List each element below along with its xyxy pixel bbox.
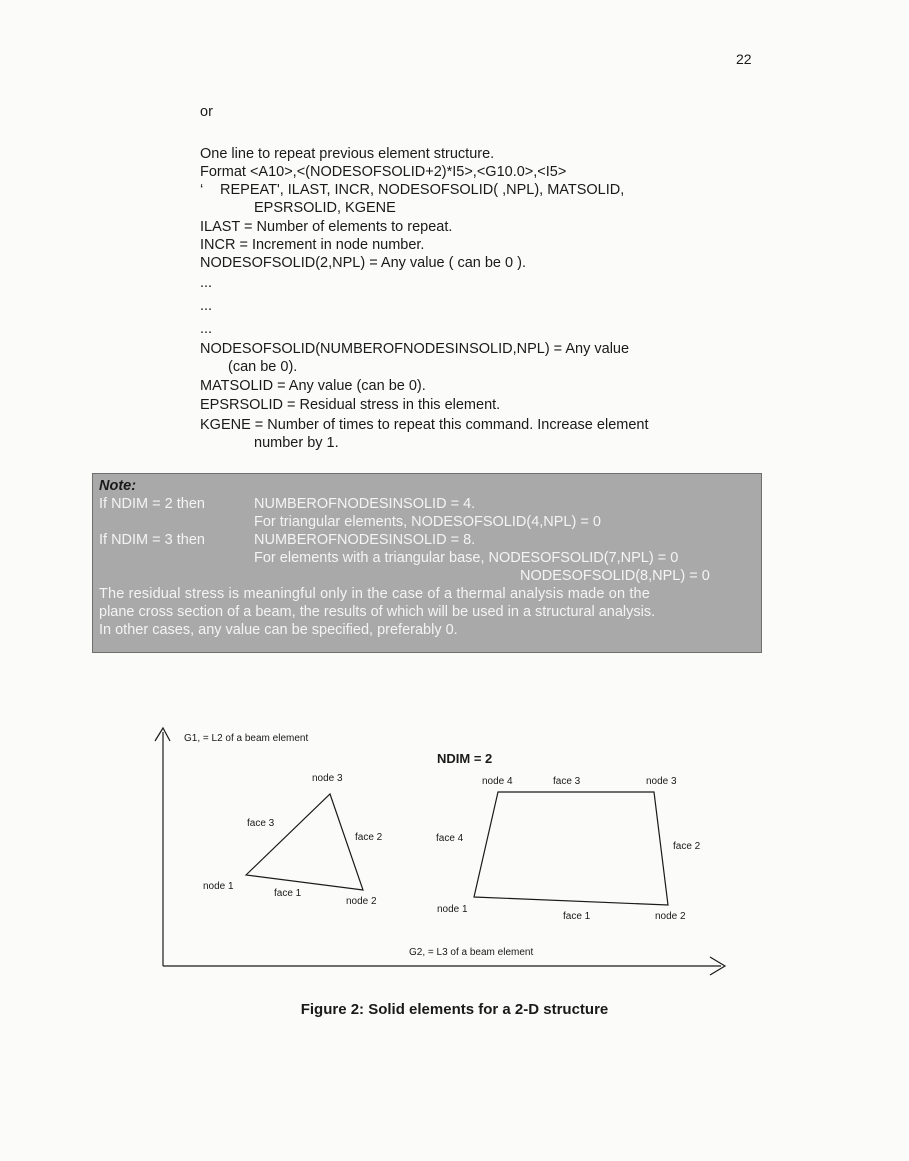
body-line-quote-mark: ‘ — [200, 182, 204, 198]
g2-label: G2, = L3 of a beam element — [409, 947, 534, 958]
page-number: 22 — [736, 51, 752, 67]
body-line-kgene-cont: number by 1. — [254, 435, 339, 451]
body-line-ellipsis-1: ... — [200, 275, 213, 291]
note-ndim3-base-2: NODESOFSOLID(8,NPL) = 0 — [520, 568, 710, 584]
tri-node3-label: node 3 — [312, 773, 343, 784]
body-line-matsolid: MATSOLID = Any value (can be 0). — [200, 378, 426, 394]
note-ndim2-nodes: NUMBEROFNODESINSOLID = 4. — [254, 496, 476, 512]
body-line-can-be-0: (can be 0). — [228, 359, 298, 375]
body-line-epsrsolid: EPSRSOLID = Residual stress in this element. — [200, 397, 501, 413]
tri-node1-label: node 1 — [203, 881, 234, 892]
body-line-repeat-args: REPEAT', ILAST, INCR, NODESOFSOLID( ,NPL), MATSOLID, — [220, 182, 625, 198]
note-para-line-2: plane cross section of a beam, the results of which will be used in a structural analysis. — [99, 604, 656, 620]
body-line-repeat-args-cont: EPSRSOLID, KGENE — [254, 200, 396, 216]
note-if-ndim3: If NDIM = 3 then — [99, 532, 205, 548]
quad-node1-label: node 1 — [437, 904, 468, 915]
body-line-nodesofsolid-n: NODESOFSOLID(NUMBEROFNODESINSOLID,NPL) = Any value — [200, 341, 630, 357]
note-title: Note: — [99, 478, 137, 494]
body-line-nodesofsolid2: NODESOFSOLID(2,NPL) = Any value ( can be 0 ). — [200, 255, 526, 271]
body-line-repeat: One line to repeat previous element structure. — [200, 146, 495, 162]
quad-face4-label: face 4 — [436, 833, 464, 844]
note-ndim3-base: For elements with a triangular base, NODESOFSOLID(7,NPL) = 0 — [254, 550, 679, 566]
quad-face1-label: face 1 — [563, 911, 591, 922]
body-line-format: Format <A10>,<(NODESOFSOLID+2)*I5>,<G10.0>,<I5> — [200, 164, 567, 180]
quad-node2-label: node 2 — [655, 911, 686, 922]
figure-caption: Figure 2: Solid elements for a 2-D structure — [300, 1001, 609, 1018]
quad-node4-label: node 4 — [482, 776, 513, 787]
note-para-line-1: The residual stress is meaningful only in the case of a thermal analysis made on the — [99, 586, 650, 602]
quad-element — [474, 792, 668, 905]
quad-face2-label: face 2 — [673, 841, 701, 852]
note-ndim2-triangular: For triangular elements, NODESOFSOLID(4,NPL) = 0 — [254, 514, 601, 530]
tri-face1-label: face 1 — [274, 888, 302, 899]
body-line-ellipsis-2: ... — [200, 298, 213, 314]
tri-node2-label: node 2 — [346, 896, 377, 907]
body-line-incr: INCR = Increment in node number. — [200, 237, 425, 253]
g1-label: G1, = L2 of a beam element — [184, 733, 309, 744]
quad-face3-label: face 3 — [553, 776, 581, 787]
ndim-label: NDIM = 2 — [437, 751, 493, 766]
note-if-ndim2: If NDIM = 2 then — [99, 496, 205, 512]
tri-face2-label: face 2 — [355, 832, 383, 843]
tri-face3-label: face 3 — [247, 818, 275, 829]
body-line-or: or — [200, 104, 213, 120]
triangle-element — [246, 794, 363, 890]
body-line-kgene: KGENE = Number of times to repeat this command. Increase element — [200, 417, 649, 433]
quad-node3-label: node 3 — [646, 776, 677, 787]
note-para-line-3: In other cases, any value can be specified, preferably 0. — [99, 622, 458, 638]
note-ndim3-nodes: NUMBEROFNODESINSOLID = 8. — [254, 532, 476, 548]
body-line-ilast: ILAST = Number of elements to repeat. — [200, 219, 453, 235]
body-line-ellipsis-3: ... — [200, 321, 213, 337]
